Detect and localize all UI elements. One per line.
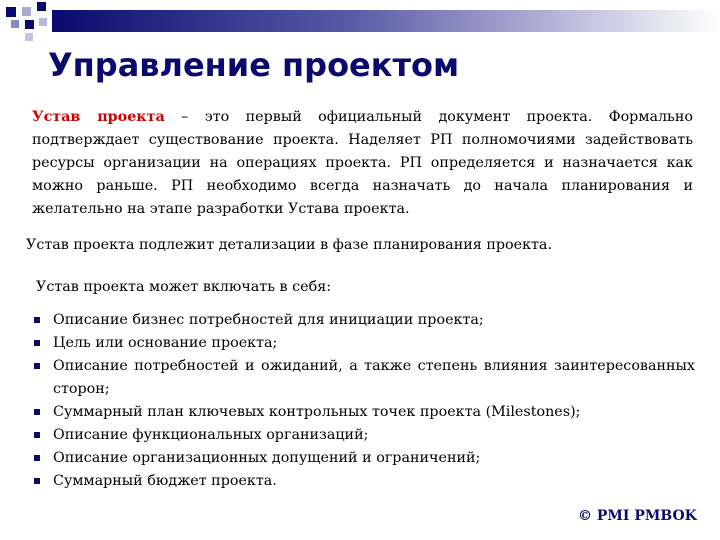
list-item-text: Цель или основание проекта;	[53, 335, 278, 351]
list-item-text: Суммарный бюджет проекта.	[53, 473, 277, 489]
list-item	[33, 332, 695, 355]
list-item-text: Описание потребностей и ожиданий, а также степень влияния заинтересованных сторон;	[53, 358, 695, 397]
list-item	[33, 470, 695, 493]
list-item	[33, 447, 695, 470]
intro-paragraph	[32, 106, 693, 221]
detail-paragraph: Устав проекта подлежит детализации в фазе планирования проекта.	[26, 237, 552, 253]
square-bullet-icon	[34, 432, 40, 438]
list-item	[33, 355, 695, 401]
header-square	[25, 20, 34, 29]
header-square	[37, 2, 46, 11]
header-square	[6, 7, 16, 17]
square-bullet-icon	[34, 317, 40, 323]
source-credit: © PMI PMBOK	[578, 508, 697, 524]
square-bullet-icon	[34, 340, 40, 346]
square-bullet-icon	[34, 455, 40, 461]
list-item-text: Описание организационных допущений и ограничений;	[53, 450, 481, 466]
list-item	[33, 309, 695, 332]
square-bullet-icon	[34, 409, 40, 415]
header-square	[25, 33, 33, 41]
list-item-text: Описание функциональных организаций;	[53, 427, 369, 443]
square-bullet-icon	[34, 363, 40, 369]
list-lead: Устав проекта может включать в себя:	[36, 279, 332, 295]
term-charter: Устав проекта	[32, 109, 165, 125]
header-gradient-bar	[52, 10, 720, 32]
list-item-text: Суммарный план ключевых контрольных точек проекта (Milestones);	[53, 404, 581, 420]
header-square	[22, 7, 31, 16]
square-bullet-icon	[34, 478, 40, 484]
list-item	[33, 424, 695, 447]
list-item	[33, 401, 695, 424]
intro-text: – это первый официальный документ проекта. Формально подтверждает существование проекта. Наделяет РП полномочиями задействовать ресурсы организации на операциях проекта. РП определяется и назначается как можно раньше. РП необходимо всегда назначать до начала планирования и желательно на этапе разработки Устава проекта.	[32, 109, 693, 217]
slide-title: Управление проектом	[48, 46, 460, 84]
list-item-text: Описание бизнес потребностей для инициации проекта;	[53, 312, 484, 328]
header-square	[39, 18, 47, 26]
header-square	[11, 20, 19, 28]
charter-contents-list	[33, 309, 695, 493]
